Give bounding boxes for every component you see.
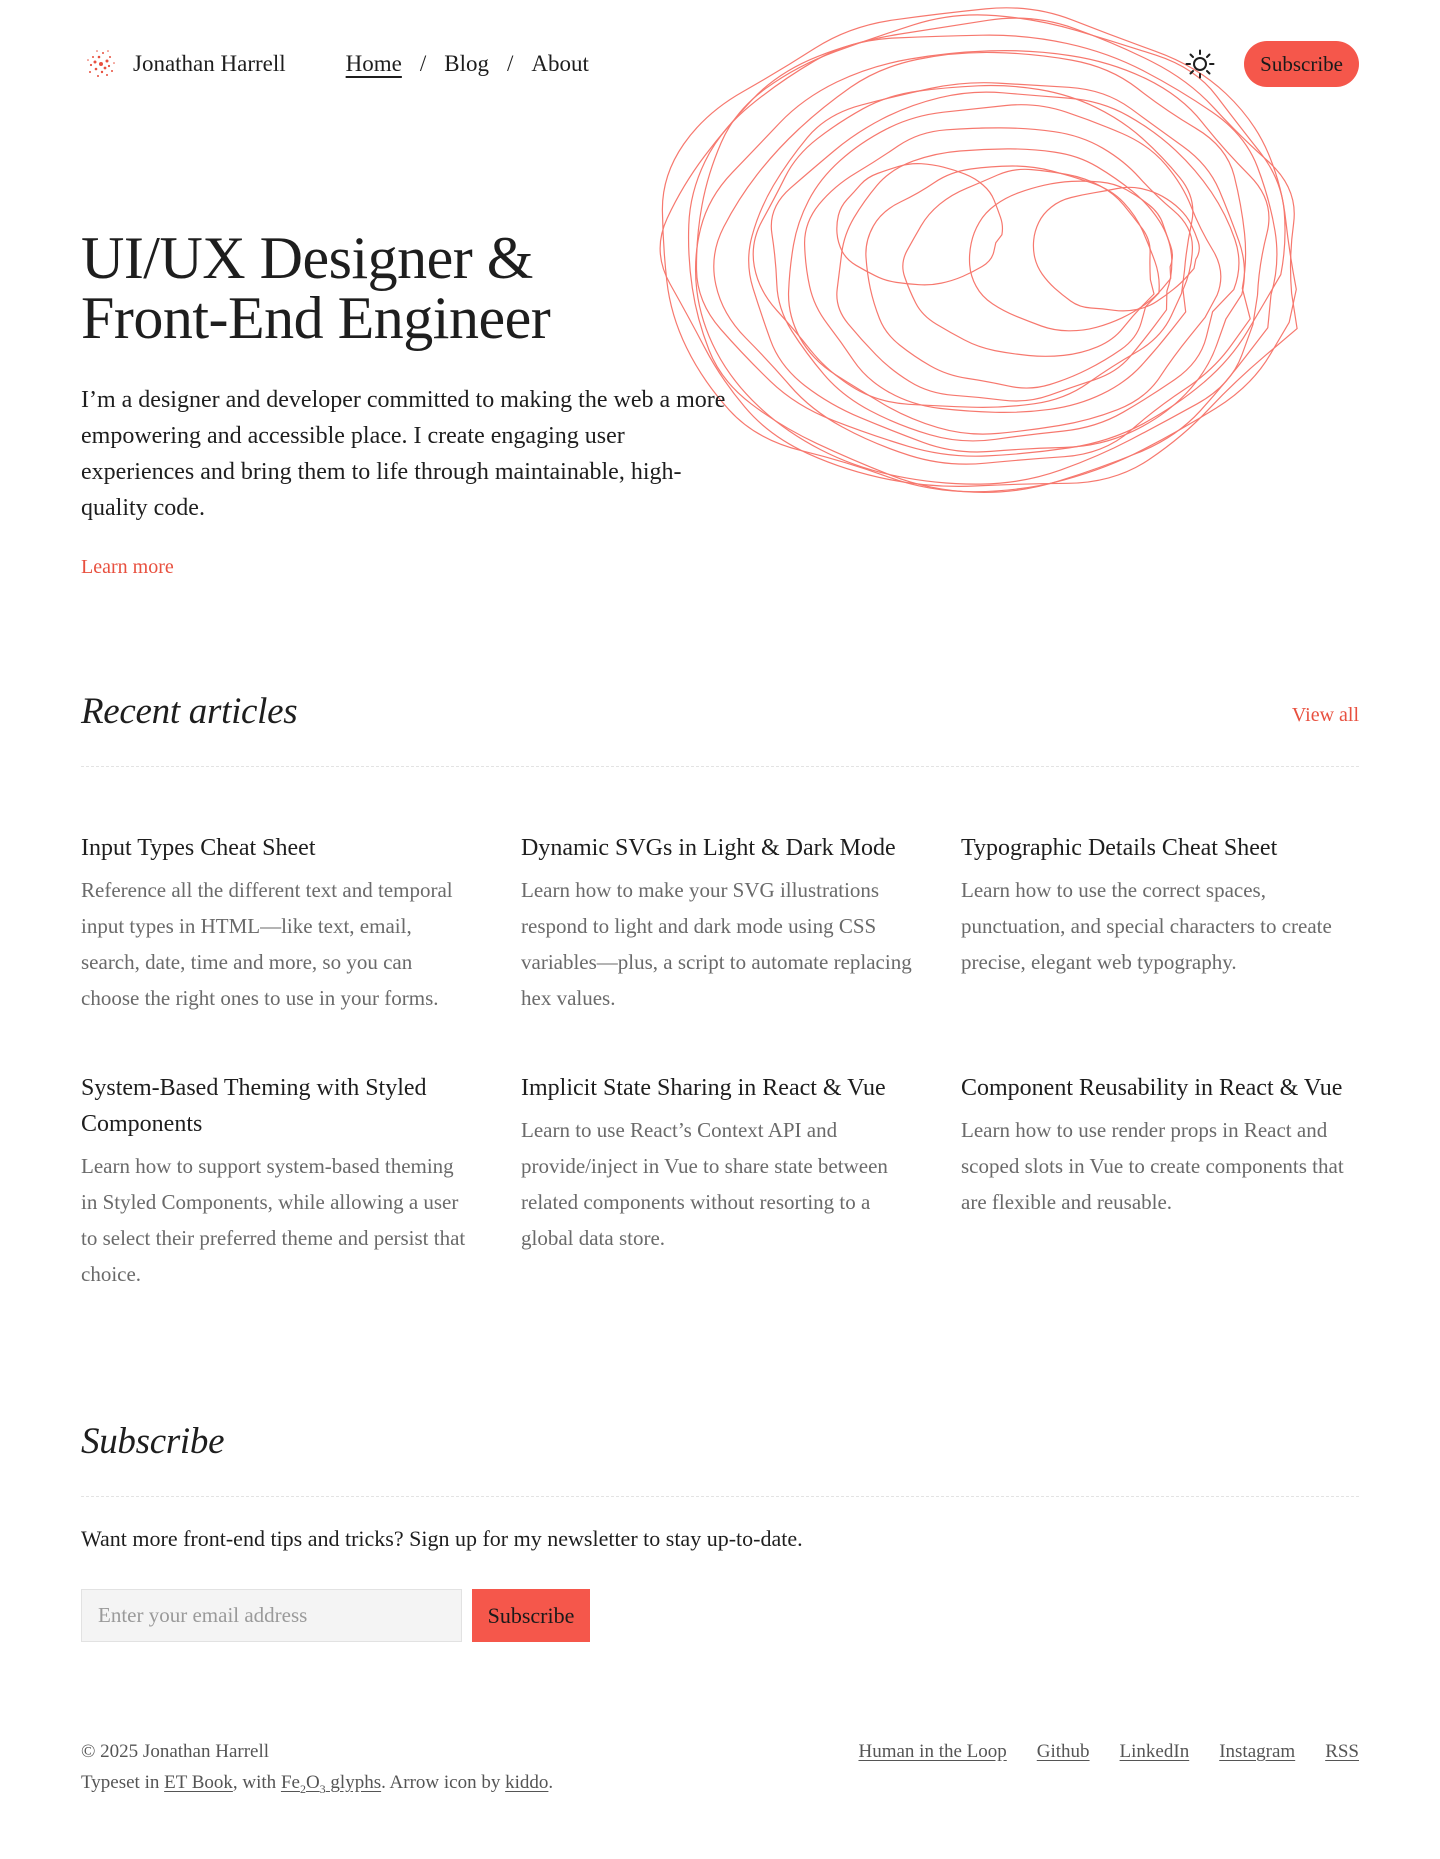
nav-home[interactable]: Home <box>345 51 402 76</box>
subscribe-form <box>81 1589 590 1642</box>
subscribe-text: Want more front-end tips and tricks? Sign up for my newsletter to stay up-to-date. <box>81 1526 803 1551</box>
with-text: , with <box>232 1772 281 1793</box>
footer-credits <box>81 1736 553 1805</box>
typeset-prefix: Typeset in <box>81 1772 165 1793</box>
et-book-link[interactable]: ET Book <box>164 1772 233 1793</box>
kiddo-link[interactable]: kiddo <box>505 1772 549 1793</box>
glyphs-fe: Fe <box>280 1772 300 1793</box>
footer-link-linkedin[interactable]: LinkedIn <box>1119 1741 1190 1762</box>
glyphs-o: O <box>305 1772 320 1793</box>
subscribe-heading: Subscribe <box>81 1421 225 1462</box>
view-all-link[interactable]: View all <box>1291 704 1359 726</box>
glyphs-sub2: 3 <box>319 1781 326 1796</box>
article-title[interactable]: System-Based Theming with Styled Components <box>81 1075 427 1137</box>
nav-blog[interactable]: Blog <box>444 51 489 76</box>
nav-about[interactable]: About <box>531 51 589 76</box>
article-card[interactable] <box>521 830 915 1016</box>
article-card[interactable] <box>81 1070 475 1292</box>
scribble-loop <box>753 86 1193 408</box>
typeset-line <box>81 1767 553 1805</box>
subscribe-submit-button[interactable]: Subscribe <box>472 1589 590 1642</box>
scribble-loop <box>903 169 1154 356</box>
glyphs-rest: glyphs <box>325 1772 382 1793</box>
glyphs-sub1: 2 <box>299 1781 306 1796</box>
footer-link-github[interactable]: Github <box>1036 1741 1090 1762</box>
articles-grid <box>81 830 1359 1292</box>
scribble-loop <box>771 92 1239 441</box>
arrow-text: . Arrow icon by <box>381 1772 506 1793</box>
nav-separator: / <box>506 51 514 76</box>
scribble-loop <box>714 52 1250 464</box>
article-title[interactable]: Dynamic SVGs in Light & Dark Mode <box>521 835 896 861</box>
recent-articles-heading: Recent articles <box>81 691 298 732</box>
glyphs-link[interactable] <box>280 1772 382 1796</box>
scribble-loop <box>1033 187 1199 311</box>
copyright: © 2025 Jonathan Harrell <box>81 1741 270 1762</box>
learn-more-link[interactable]: Learn more <box>81 556 174 578</box>
article-title[interactable]: Implicit State Sharing in React & Vue <box>521 1075 886 1101</box>
article-card[interactable] <box>961 830 1355 1016</box>
footer-links <box>858 1736 1359 1767</box>
sun-icon <box>1185 49 1215 79</box>
scribble-loop <box>805 128 1193 413</box>
header-subscribe-button[interactable]: Subscribe <box>1244 41 1359 87</box>
section-divider <box>81 1496 1359 1497</box>
article-description: Learn how to use the correct spaces, punctuation, and special characters to create precise, elegant web typography. <box>961 878 1332 974</box>
article-description: Reference all the different text and temporal input types in HTML—like text, email, search, date, time and more, so you can choose the right ones to use in your forms. <box>81 878 453 1010</box>
article-description: Learn how to use render props in React and scoped slots in Vue to create components that are flexible and reusable. <box>961 1118 1344 1214</box>
logo-icon <box>81 44 121 84</box>
theme-toggle-button[interactable] <box>1184 48 1216 80</box>
hero-title-line2: Front-End Engineer <box>81 285 551 351</box>
hero-title <box>81 225 781 351</box>
article-card[interactable] <box>961 1070 1355 1292</box>
article-title[interactable]: Typographic Details Cheat Sheet <box>961 835 1278 861</box>
site-header <box>81 40 1359 88</box>
section-divider <box>81 766 1359 767</box>
main-nav <box>346 51 589 77</box>
article-description: Learn how to make your SVG illustrations respond to light and dark mode using CSS variables—plus, a script to automate replacing hex values. <box>521 878 912 1010</box>
article-title[interactable]: Input Types Cheat Sheet <box>81 835 316 861</box>
scribble-loop <box>696 51 1269 485</box>
article-description: Learn how to support system-based theming in Styled Components, while allowing a user to select their preferred theme and persist that choice. <box>81 1154 466 1286</box>
article-card[interactable] <box>521 1070 915 1292</box>
hero-intro: I’m a designer and developer committed to making the web a more empowering and accessible place. I create engaging user experiences and bring them to life through maintainable, high-quality code. <box>81 387 726 521</box>
scribble-loop <box>866 166 1159 388</box>
email-input[interactable] <box>81 1589 462 1642</box>
footer-link-rss[interactable]: RSS <box>1325 1741 1359 1762</box>
header-actions <box>1184 41 1359 87</box>
article-card[interactable] <box>81 830 475 1016</box>
brand[interactable] <box>81 44 286 84</box>
site-name: Jonathan Harrell <box>133 51 286 76</box>
hero-title-line1: UI/UX Designer & <box>81 225 533 291</box>
article-title[interactable]: Component Reusability in React & Vue <box>961 1075 1343 1101</box>
footer-link-human-in-the-loop[interactable]: Human in the Loop <box>858 1741 1007 1762</box>
footer-link-instagram[interactable]: Instagram <box>1219 1741 1296 1762</box>
article-description: Learn to use React’s Context API and provide/inject in Vue to share state between related components without resorting to a global data store. <box>521 1118 888 1250</box>
nav-separator: / <box>419 51 427 76</box>
end-period: . <box>548 1772 554 1793</box>
